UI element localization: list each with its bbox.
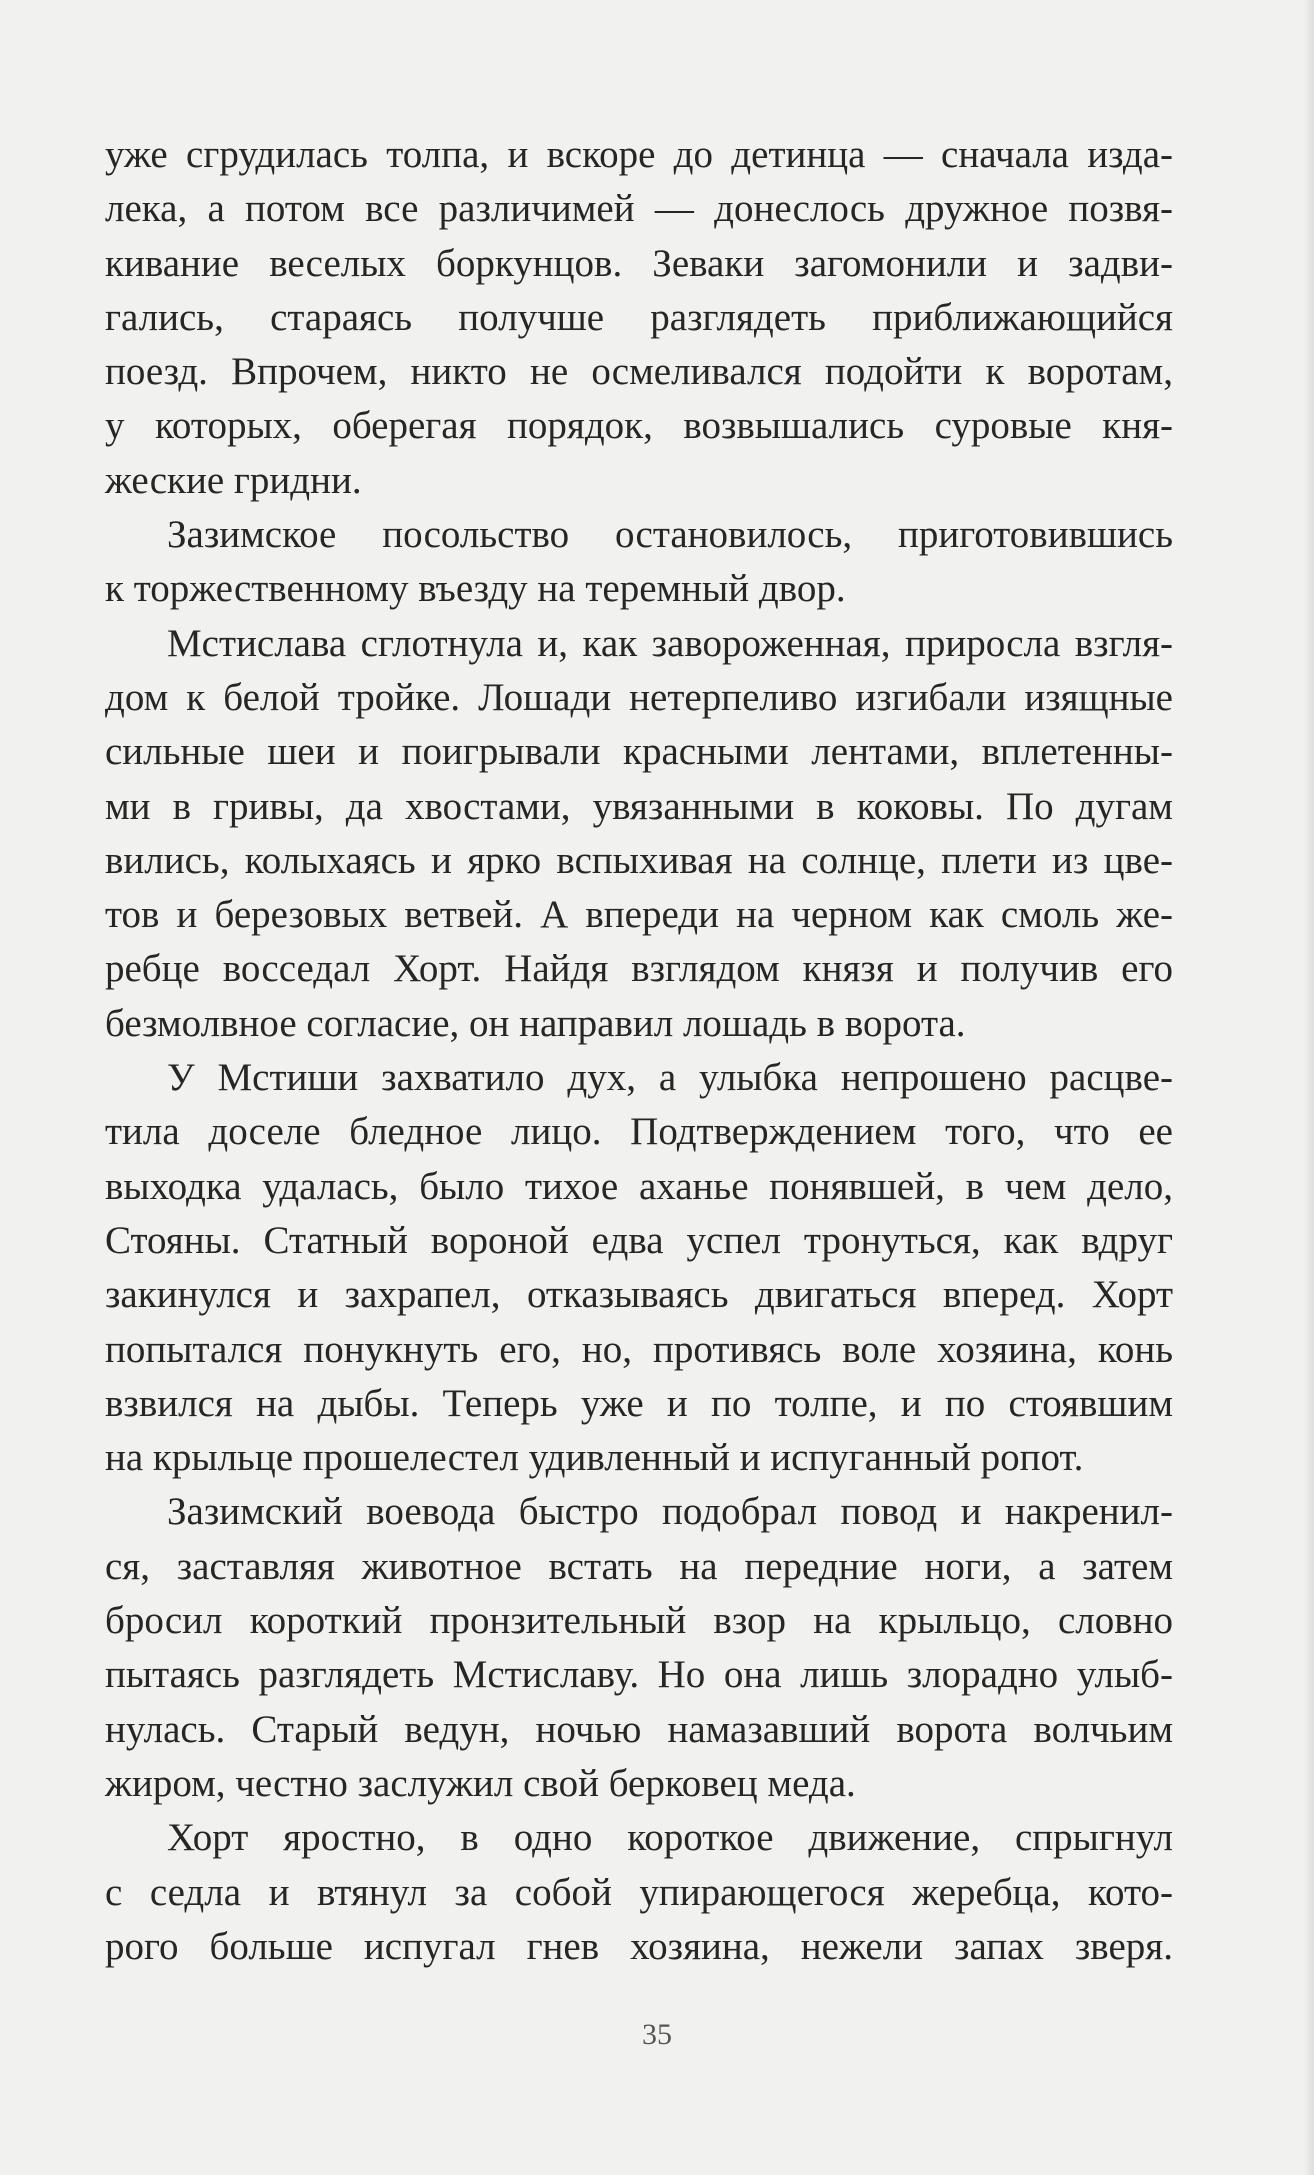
- text-line: ся, заставляя животное встать на передние ноги, а затем: [105, 1544, 1173, 1588]
- text-line: Хорт яростно, в одно короткое движение, спрыгнул: [167, 1816, 1173, 1860]
- text-line: уже сгрудилась толпа, и вскоре до детинца — сначала изда-: [105, 133, 1173, 176]
- text-line: на крыльце прошелестел удивленный и испуганный ропот.: [105, 1436, 1084, 1480]
- text-line: сильные шеи и поигрывали красными лентами, вплетенны-: [105, 730, 1173, 774]
- text-line: кивание веселых боркунцов. Зеваки загомонили и задви-: [105, 241, 1173, 285]
- page-edge-shadow: [1304, 0, 1314, 2175]
- text-line: Зазимское посольство остановилось, приготовившись: [167, 513, 1173, 557]
- text-line: с седла и втянул за собой упирающегося жеребца, кото-: [105, 1870, 1173, 1914]
- text-line: дом к белой тройке. Лошади нетерпеливо изгибали изящные: [105, 675, 1173, 719]
- text-line: вились, колыхаясь и ярко вспыхивая на солнце, плети из цве-: [105, 838, 1173, 882]
- text-line: у которых, оберегая порядок, возвышались суровые кня-: [105, 404, 1173, 448]
- text-line: жеские гридни.: [105, 458, 362, 502]
- text-line: жиром, честно заслужил свой берковец меда.: [105, 1761, 856, 1805]
- page-number: 35: [642, 2018, 672, 2051]
- paragraph-1: [105, 128, 1173, 508]
- text-line: У Мстиши захватило дух, а улыбка непрошено расцве-: [167, 1056, 1173, 1100]
- text-line: ми в гривы, да хвостами, увязанными в коковы. По дугам: [105, 784, 1173, 828]
- text-line: тов и березовых ветвей. А впереди на черном как смоль же-: [105, 893, 1173, 937]
- text-line: лека, а потом все различимей — донеслось дружное позвя-: [105, 187, 1173, 231]
- text-line: тила доселе бледное лицо. Подтверждением того, что ее: [105, 1110, 1173, 1154]
- text-line: Мстислава сглотнула и, как завороженная, приросла взгля-: [167, 621, 1173, 665]
- text-line: закинулся и захрапел, отказываясь двигаться вперед. Хорт: [105, 1273, 1173, 1317]
- paragraph-6: [105, 1811, 1173, 1974]
- paragraph-2: [105, 508, 1173, 617]
- text-line: Зазимский воевода быстро подобрал повод и накренил-: [167, 1490, 1173, 1534]
- paragraph-4: [105, 1051, 1173, 1485]
- book-text: [105, 128, 1173, 1974]
- text-line: пытаясь разглядеть Мстиславу. Но она лишь злорадно улыб-: [105, 1653, 1173, 1697]
- text-line: рого больше испугал гнев хозяина, нежели запах зверя.: [105, 1924, 1173, 1968]
- text-line: к торжественному въезду на теремный двор.: [105, 567, 846, 611]
- text-line: гались, стараясь получше разглядеть приближающийся: [105, 295, 1173, 339]
- text-line: взвился на дыбы. Теперь уже и по толпе, и по стоявшим: [105, 1381, 1173, 1425]
- text-line: попытался понукнуть его, но, противясь воле хозяина, конь: [105, 1327, 1173, 1371]
- text-line: выходка удалась, было тихое аханье понявшей, в чем дело,: [105, 1164, 1173, 1208]
- text-line: бросил короткий пронзительный взор на крыльцо, словно: [105, 1599, 1173, 1643]
- text-line: нулась. Старый ведун, ночью намазавший ворота волчьим: [105, 1707, 1173, 1751]
- paragraph-3: [105, 617, 1173, 1051]
- paragraph-5: [105, 1485, 1173, 1811]
- text-line: Стояны. Статный вороной едва успел тронуться, как вдруг: [105, 1218, 1173, 1262]
- text-line: поезд. Впрочем, никто не осмеливался подойти к воротам,: [105, 350, 1173, 394]
- text-line: ребце восседал Хорт. Найдя взглядом князя и получив его: [105, 947, 1173, 991]
- text-line: безмолвное согласие, он направил лошадь в ворота.: [105, 1001, 966, 1045]
